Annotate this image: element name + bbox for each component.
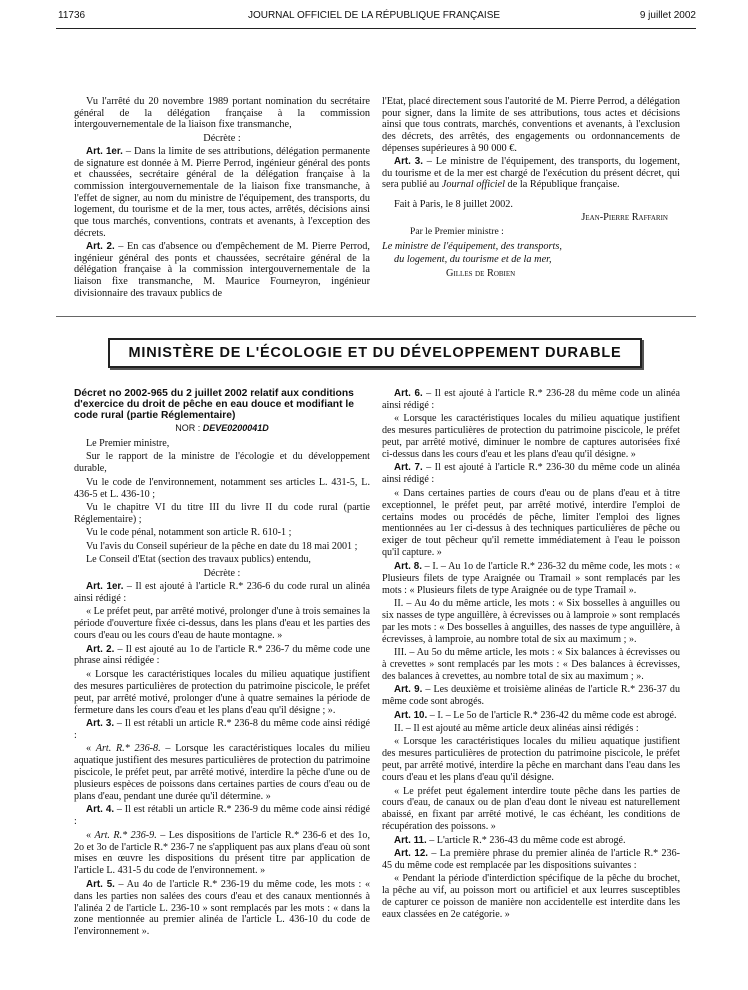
quote xyxy=(74,830,370,878)
article-text: – Il est ajouté à l'article R.* 236-6 du code rural un alinéa ainsi rédigé : xyxy=(74,580,370,604)
bottom-right-column xyxy=(382,388,680,922)
article-9 xyxy=(382,684,680,708)
article-text: – Dans la limite de ses attributions, délégation permanente de signature est donnée à M. Pierre Perrod, ingénieur général des ponts et chaussées, secrétaire général de la délégation française à la commission intergouvernementale de la liaison fixe transmanche, à l'effet de signer, au nom du ministre de l'équipement, des transports, du logement, du tourisme et de la mer, tous actes, arrêtés, décisions ainsi que tous marchés, conventions, contrats et avenants, à l'exception des décrets. xyxy=(74,145,370,239)
minister-line-1 xyxy=(382,241,680,253)
quote: « Le préfet peut, par arrêté motivé, prolonger d'une à trois semaines la période d'ouverture fixée ci-dessus, dans les plans d'eau et les parties des cours d'eau ou les cours d'eau de haute montagne. » xyxy=(74,606,370,642)
signatory-2: Gilles de Robien xyxy=(446,267,516,279)
ministry-title: MINISTÈRE DE L'ÉCOLOGIE ET DU DÉVELOPPEMENT DURABLE xyxy=(128,345,622,361)
quote-article: Art. R.* 236-8. xyxy=(95,743,161,755)
journal-title: JOURNAL OFFICIEL DE LA RÉPUBLIQUE FRANÇAISE xyxy=(247,10,501,21)
visa: Vu le code de l'environnement, notamment ses articles L. 431-5, L. 436-5 et L. 436-10 ; xyxy=(74,476,370,500)
quote-text: « xyxy=(86,743,96,755)
article-text: – Les deuxième et troisième alinéas de l'article R.* 236-37 du même code sont abrogés. xyxy=(382,684,680,708)
article-text: – Le ministre de l'équipement, des transports, du logement, du tourisme et de la mer est chargé de l'exécution du présent décret, qui sera publié au xyxy=(382,156,680,191)
paragraph: Vu l'arrêté du 20 novembre 1989 portant nomination du secrétaire général de la délégation française à la commission intergouvernementale de la liaison fixe transmanche, xyxy=(74,96,370,131)
journal-name: Journal officiel xyxy=(441,179,505,191)
article-3 xyxy=(74,718,370,742)
decree-title: Décret no 2002-965 du 2 juillet 2002 relatif aux conditions d'exercice du droit de pêche en eau douce et modifiant le code rural (partie Réglementaire) xyxy=(74,388,354,422)
top-left-column xyxy=(74,96,370,301)
quote: « Lorsque les caractéristiques locales du milieu aquatique justifient des mesures particulières de protection du patrimoine piscicole, le préfet peut, par arrêté motivé, diminuer le nombre de captures autorisées fixé ci-dessus dans les cours d'eau et les plans d'eau qu'il désigne. » xyxy=(382,413,680,461)
article-label: Art. 9. xyxy=(394,684,423,696)
visa: Sur le rapport de la ministre de l'écologie et du développement durable, xyxy=(74,451,370,475)
article-label: Art. 3. xyxy=(86,717,115,729)
article-label: Art. 11. xyxy=(394,834,427,846)
article-12 xyxy=(382,848,680,872)
par-premier-ministre: Par le Premier ministre : xyxy=(410,225,504,237)
minister-text: Le ministre de l'équipement, des transports, xyxy=(382,241,562,253)
visa: Le Premier ministre, xyxy=(86,438,170,450)
article-5 xyxy=(74,879,370,939)
paragraph: l'Etat, placé directement sous l'autorité de M. Pierre Perrod, a délégation pour signer, dans la limite de ses attributions, tous actes et décisions ainsi que tous contrats, marchés, conventions et avenants, à l'exclusion des décrets, des arrêtés, des engagements ou ordonnancements de dépenses supérieures à 90 000 €. xyxy=(382,96,680,154)
article-8-ii: II. – Au 4o du même article, les mots : « Six bosselles à anguilles ou six nasses de type anguillère, à écrevisses ou à lamproie » sont remplacés par les mots : « Des bosselles à anguilles, des nasses de type anguillère, à écrevisses, à lamproie, au nombre total de six au maximum ; ». xyxy=(382,597,680,645)
article-11 xyxy=(382,835,680,847)
page-number: 11736 xyxy=(58,10,86,21)
visa: Vu l'avis du Conseil supérieur de la pêche en date du 18 mai 2001 ; xyxy=(86,540,358,552)
article-8 xyxy=(382,561,680,597)
article-10-ii: II. – Il est ajouté au même article deux alinéas ainsi rédigés : xyxy=(394,722,639,734)
visa: Vu le chapitre VI du titre III du livre II du code rural (partie Réglementaire) ; xyxy=(74,502,370,525)
visa: Vu le code pénal, notamment son article R. 610-1 ; xyxy=(86,527,292,539)
article-label: Art. 4. xyxy=(86,804,115,816)
quote xyxy=(74,743,370,803)
quote-text: – Les dispositions de l'article R.* 236-6 et des 1o, 2o et 3o de l'article R.* 236-7 ne s'appliquent pas aux plans d'eau où sont mises en œuvre les dispositions du présent titre par application de l'article L. 431-5 du code de l'environnement. » xyxy=(74,829,370,877)
article-1 xyxy=(74,146,370,240)
quote: « Lorsque les caractéristiques locales du milieu aquatique justifient des mesures particulières de protection du patrimoine piscicole, le préfet peut, par arrêté motivé, interdire la pêche en marchant dans l'eau dans les cours d'eau et les plans d'eau qu'il désigne. xyxy=(382,736,680,784)
article-text: – I. – Au 1o de l'article R.* 236-32 du même code, les mots : « Plusieurs filets de type Araignée ou Tramail » sont remplacés par les mots : « Plusieurs filets de type Araignée ou de type Tramail ». xyxy=(382,560,681,596)
quote: « Pendant la période d'interdiction spécifique de la pêche du brochet, la pêche au vif, au poisson mort ou artificiel et aux leurres susceptibles de capturer ce poisson de manière non accidentelle est interdite dans les eaux classées en 2e catégorie. » xyxy=(382,873,680,921)
article-label: Art. 6. xyxy=(394,388,423,399)
article-label: Art. 8. xyxy=(394,560,422,572)
visa: Le Conseil d'Etat (section des travaux publics) entendu, xyxy=(86,554,311,566)
minister-line-2 xyxy=(382,254,680,266)
article-label: Art. 2. xyxy=(86,240,115,252)
article-label: Art. 10. xyxy=(394,709,428,721)
article-text: – La première phrase du premier alinéa de l'article R.* 236-45 du même code est remplacée par les dispositions suivantes : xyxy=(382,848,680,871)
article-7 xyxy=(382,462,680,486)
article-1 xyxy=(74,581,370,605)
article-label: Art. 2. xyxy=(86,643,115,655)
article-label: Art. 3. xyxy=(394,156,423,168)
bottom-left-column xyxy=(74,388,370,940)
page-header xyxy=(0,0,748,30)
article-text: – En cas d'absence ou d'empêchement de M. Pierre Perrod, ingénieur général des ponts et chaussées, secrétaire général de la délégation française à la commission intergouvernementale de la liaison fixe transmanche, M. Maurice Fourneyron, ingénieur divisionnaire des travaux publics de xyxy=(74,240,371,299)
article-3 xyxy=(382,156,680,191)
quote-text: « xyxy=(86,829,95,841)
article-text: de la République française. xyxy=(504,179,620,191)
article-text: – I. – Le 5o de l'article R.* 236-42 du même code est abrogé. xyxy=(429,709,677,721)
section-separator xyxy=(56,316,696,317)
article-text: – Il est ajouté au 1o de l'article R.* 236-7 du même code une phrase ainsi rédigée : xyxy=(74,643,371,667)
quote: « Dans certaines parties de cours d'eau ou de plans d'eau et à titre exceptionnel, le préfet peut, par arrêté motivé, interdire l'emploi de certains modes ou procédés de pêche, limiter l'emploi des lignes mentionnées au 1er ci-dessus à des techniques particulières de pêche ou exiger de tout pêcheur qu'il remette immédiatement à l'eau le poisson qu'il capture. » xyxy=(382,487,680,559)
article-text: – Au 4o de l'article R.* 236-19 du même code, les mots : « dans les parties non salées des cours d'eau et des canaux mentionnés à l'alinéa 2 de l'article L. 236-10 » sont remplacés par les mots : « dans la zone mentionnée au premier alinéa de l'article L. 436-10 du code de l'environnement ». xyxy=(74,878,371,938)
header-rule xyxy=(56,28,696,29)
quote: « Le préfet peut également interdire toute pêche dans les parties de cours d'eau, de canaux ou de plan d'eau dont le niveau est naturellement abaissé, en fixant par arrêté motivé, le cas échéant, les conditions de récupération des poissons. » xyxy=(382,785,680,833)
article-text: – Il est rétabli un article R.* 236-9 du même code ainsi rédigé : xyxy=(74,804,370,828)
article-2 xyxy=(74,241,370,300)
quote-text: – Lorsque les caractéristiques locales du milieu aquatique justifient des mesures particulières de protection du patrimoine piscicole, le préfet peut, par arrêté motivé, interdire la pêche d'une ou de plusieurs espèces de poissons dans certaines parties de cours d'eau ou de plans d'eau, pendant une durée qu'il détermine. » xyxy=(74,743,371,802)
decrete: Décrète : xyxy=(203,132,241,144)
article-label: Art. 7. xyxy=(394,462,423,474)
fait-a-paris: Fait à Paris, le 8 juillet 2002. xyxy=(394,199,513,211)
article-2 xyxy=(74,644,370,668)
article-label: Art. 12. xyxy=(394,848,428,860)
article-8-iii: III. – Au 5o du même article, les mots : « Six balances à écrevisses ou à crevettes » sont remplacés par les mots : « Des balances à écrevisses, des balances à crevettes, au nombre total de six au maximum ; ». xyxy=(382,647,680,682)
minister-text: du logement, du tourisme et de la mer, xyxy=(394,254,552,266)
article-text: – L'article R.* 236-43 du même code est abrogé. xyxy=(429,834,626,846)
article-4 xyxy=(74,804,370,828)
article-6 xyxy=(382,388,680,412)
article-label: Art. 5. xyxy=(86,878,115,890)
nor-reference xyxy=(74,423,370,435)
signatory-1: Jean-Pierre Raffarin xyxy=(581,212,668,224)
article-label: Art. 1er. xyxy=(86,145,123,157)
quote-article: Art. R.* 236-9. xyxy=(94,829,157,841)
article-text: – Il est ajouté à l'article R.* 236-28 du même code un alinéa ainsi rédigé : xyxy=(382,388,680,411)
nor-label: NOR : xyxy=(175,423,203,434)
article-10 xyxy=(382,710,680,722)
quote: « Lorsque les caractéristiques locales du milieu aquatique justifient des mesures particulières de protection du patrimoine piscicole, le préfet peut, par arrêté motivé, prolonger d'une à quatre semaines la période de fermeture dans les cours d'eau et les plans d'eau qu'il désigne ; ». xyxy=(74,668,370,716)
top-right-column xyxy=(382,96,680,281)
article-text: – Il est rétabli un article R.* 236-8 du même code ainsi rédigé : xyxy=(74,717,370,741)
article-text: – Il est ajouté à l'article R.* 236-30 du même code un alinéa ainsi rédigé : xyxy=(382,462,680,486)
issue-date: 9 juillet 2002 xyxy=(639,10,696,21)
decrete: Décrète : xyxy=(203,567,241,579)
nor-code: DEVE0200041D xyxy=(202,423,269,434)
article-label: Art. 1er. xyxy=(86,580,124,592)
ministry-title-box xyxy=(108,338,642,368)
